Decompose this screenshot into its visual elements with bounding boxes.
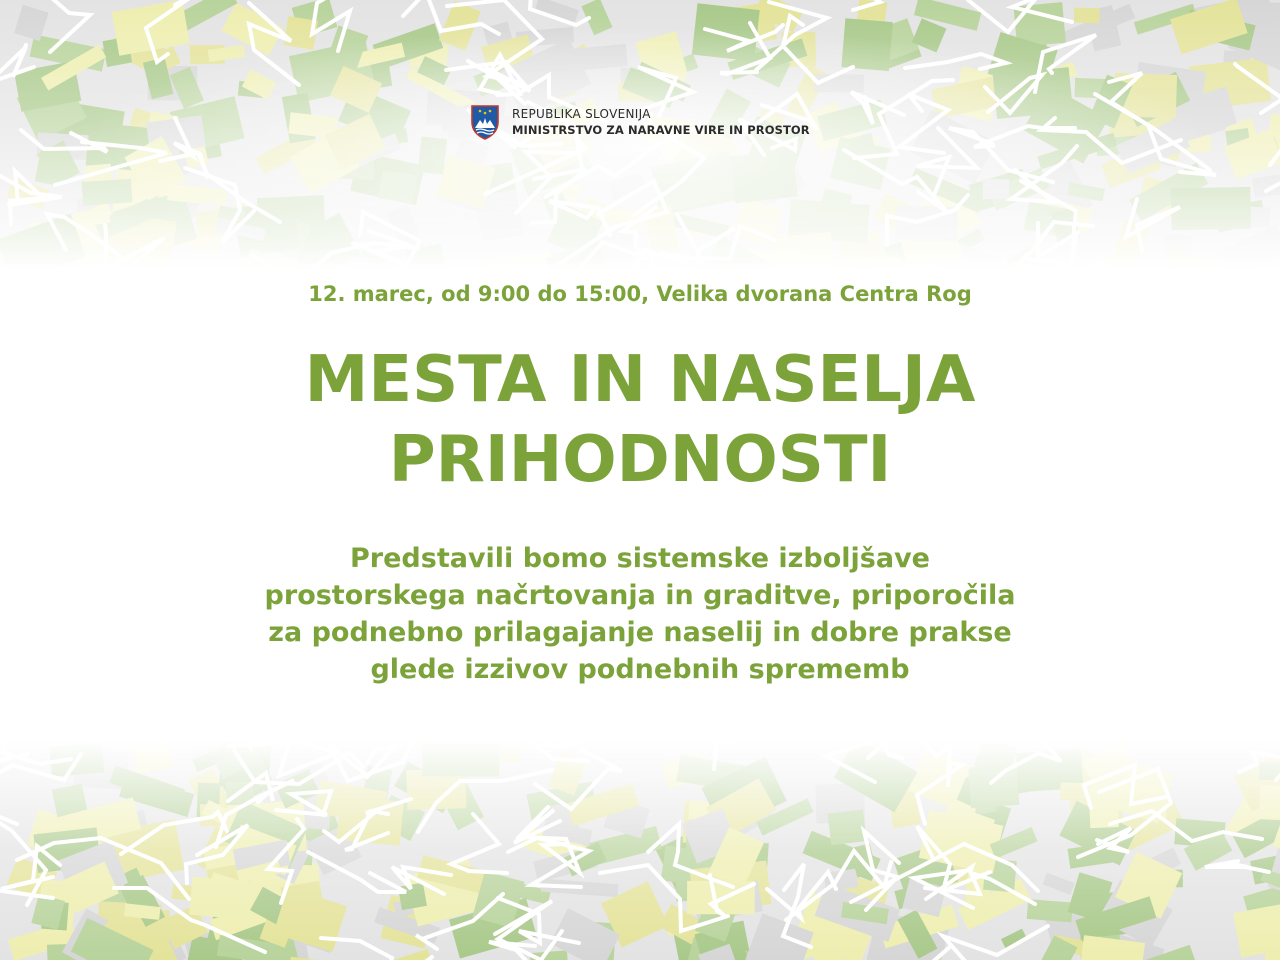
event-description — [140, 540, 1140, 688]
coat-of-arms-icon — [470, 104, 500, 140]
event-title — [0, 340, 1280, 500]
ministry-name: MINISTRSTVO ZA NARAVNE VIRE IN PROSTOR — [512, 123, 810, 137]
country-name: REPUBLIKA SLOVENIJA — [512, 107, 651, 121]
map-pattern-bottom — [0, 740, 1280, 960]
event-title-line: MESTA IN NASELJA — [304, 343, 976, 417]
event-description-line: Predstavili bomo sistemske izboljšave — [350, 543, 930, 574]
event-description-line: za podnebno prilagajanje naselij in dobre prakse — [268, 617, 1012, 648]
ministry-header — [470, 104, 810, 140]
event-date-location: 12. marec, od 9:00 do 15:00, Velika dvorana Centra Rog — [308, 282, 972, 306]
event-description-line: prostorskega načrtovanja in graditve, priporočila — [264, 580, 1016, 611]
event-title-line: PRIHODNOSTI — [388, 423, 892, 497]
event-description-line: glede izzivov podnebnih sprememb — [370, 654, 910, 685]
